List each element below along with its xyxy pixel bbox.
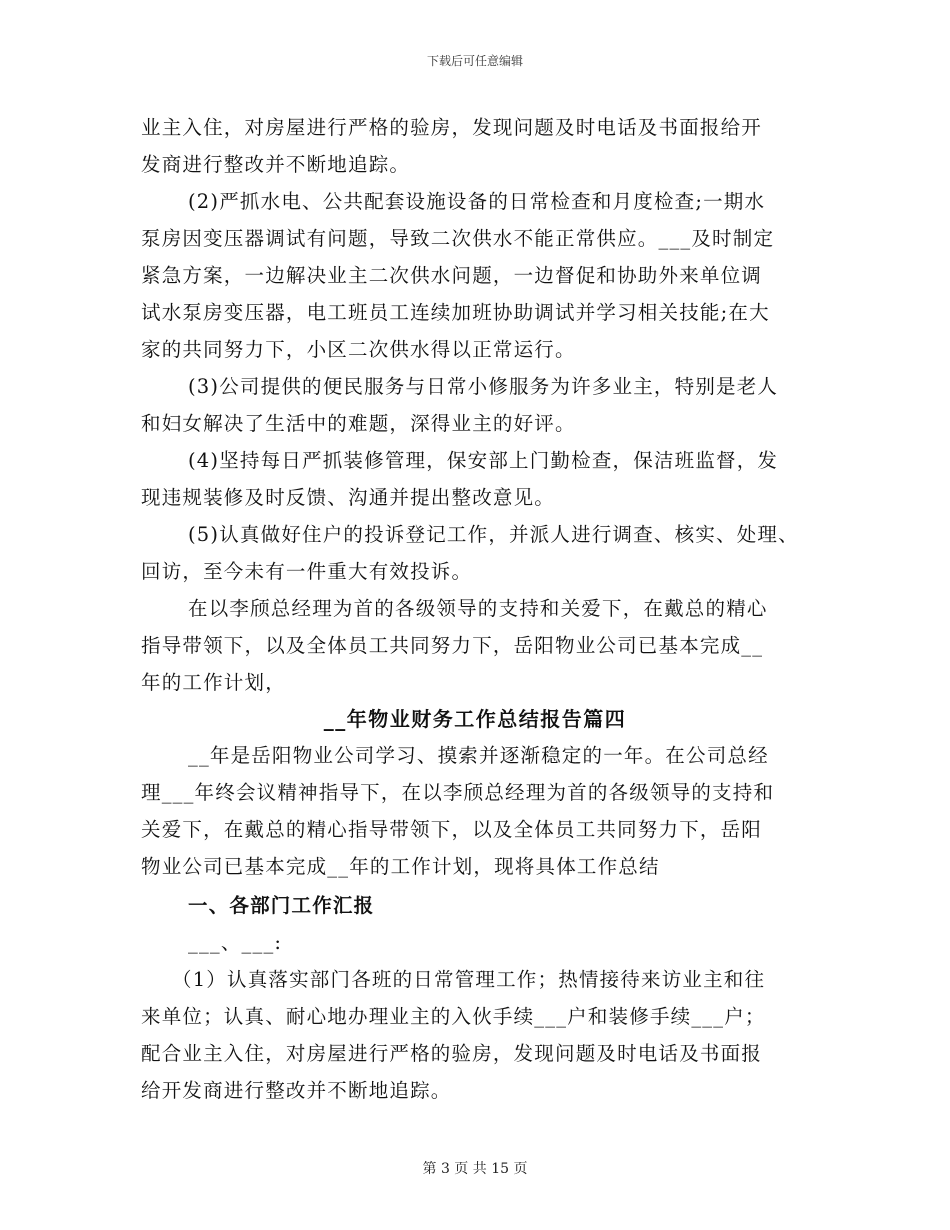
body-line: 给开发商进行整改并不断地追踪。	[141, 1079, 452, 1102]
section-title: __年物业财务工作总结报告篇四	[323, 707, 627, 731]
body-line: 业主入住，对房屋进行严格的验房，发现问题及时电话及书面报给开	[141, 116, 763, 139]
body-line: 理___年终会议精神指导下，在以李颀总经理为首的各级领导的支持和	[141, 781, 775, 804]
body-line: 紧急方案，一边解决业主二次供水问题，一边督促和协助外来单位调	[141, 264, 763, 287]
body-line: 指导带领下，以及全体员工共同努力下，岳阳物业公司已基本完成__	[141, 634, 764, 657]
body-line: 泵房因变压器调试有问题，导致二次供水不能正常供应。___及时制定	[141, 227, 775, 250]
body-line: 年的工作计划，	[141, 671, 286, 694]
body-line: 回访，至今未有一件重大有效投诉。	[141, 560, 473, 583]
body-line: (5)认真做好住户的投诉登记工作，并派人进行调查、核实、处理、	[188, 523, 799, 546]
body-line: 试水泵房变压器，电工班员工连续加班协助调试并学习相关技能;在大	[141, 301, 770, 324]
body-line: 发商进行整改并不断地追踪。	[141, 153, 411, 176]
page-footer: 第 3 页 共 15 页	[422, 1161, 528, 1177]
body-line: (3)公司提供的便民服务与日常小修服务为许多业主，特别是老人	[188, 375, 779, 398]
body-line: ___、___:	[188, 931, 283, 954]
body-line: __年是岳阳物业公司学习、摸索并逐渐稳定的一年。在公司总经	[188, 744, 769, 767]
body-line: 家的共同努力下，小区二次供水得以正常运行。	[141, 338, 576, 361]
body-line: 关爱下，在戴总的精心指导带领下，以及全体员工共同努力下，岳阳	[141, 818, 763, 841]
body-line: 现违规装修及时反馈、沟通并提出整改意见。	[141, 486, 556, 509]
body-line: （1）认真落实部门各班的日常管理工作；热情接待来访业主和往	[172, 968, 766, 991]
page-header: 下载后可任意编辑	[426, 54, 523, 68]
body-line: (4)坚持每日严抓装修管理，保安部上门勤检查，保洁班监督，发	[188, 449, 779, 472]
body-line: 物业公司已基本完成__年的工作计划，现将具体工作总结	[141, 855, 660, 878]
body-line: 来单位；认真、耐心地办理业主的入伙手续___户和装修手续___户；	[141, 1005, 766, 1028]
body-line: 配合业主入住，对房屋进行严格的验房，发现问题及时电话及书面报	[141, 1042, 763, 1065]
body-line: 在以李颀总经理为首的各级领导的支持和关爱下，在戴总的精心	[188, 597, 768, 620]
body-line: (2)严抓水电、公共配套设施设备的日常检查和月度检查;一期水	[188, 190, 766, 213]
body-line: 和妇女解决了生活中的难题，深得业主的好评。	[141, 412, 576, 435]
subsection-heading: 一、各部门工作汇报	[188, 894, 375, 917]
